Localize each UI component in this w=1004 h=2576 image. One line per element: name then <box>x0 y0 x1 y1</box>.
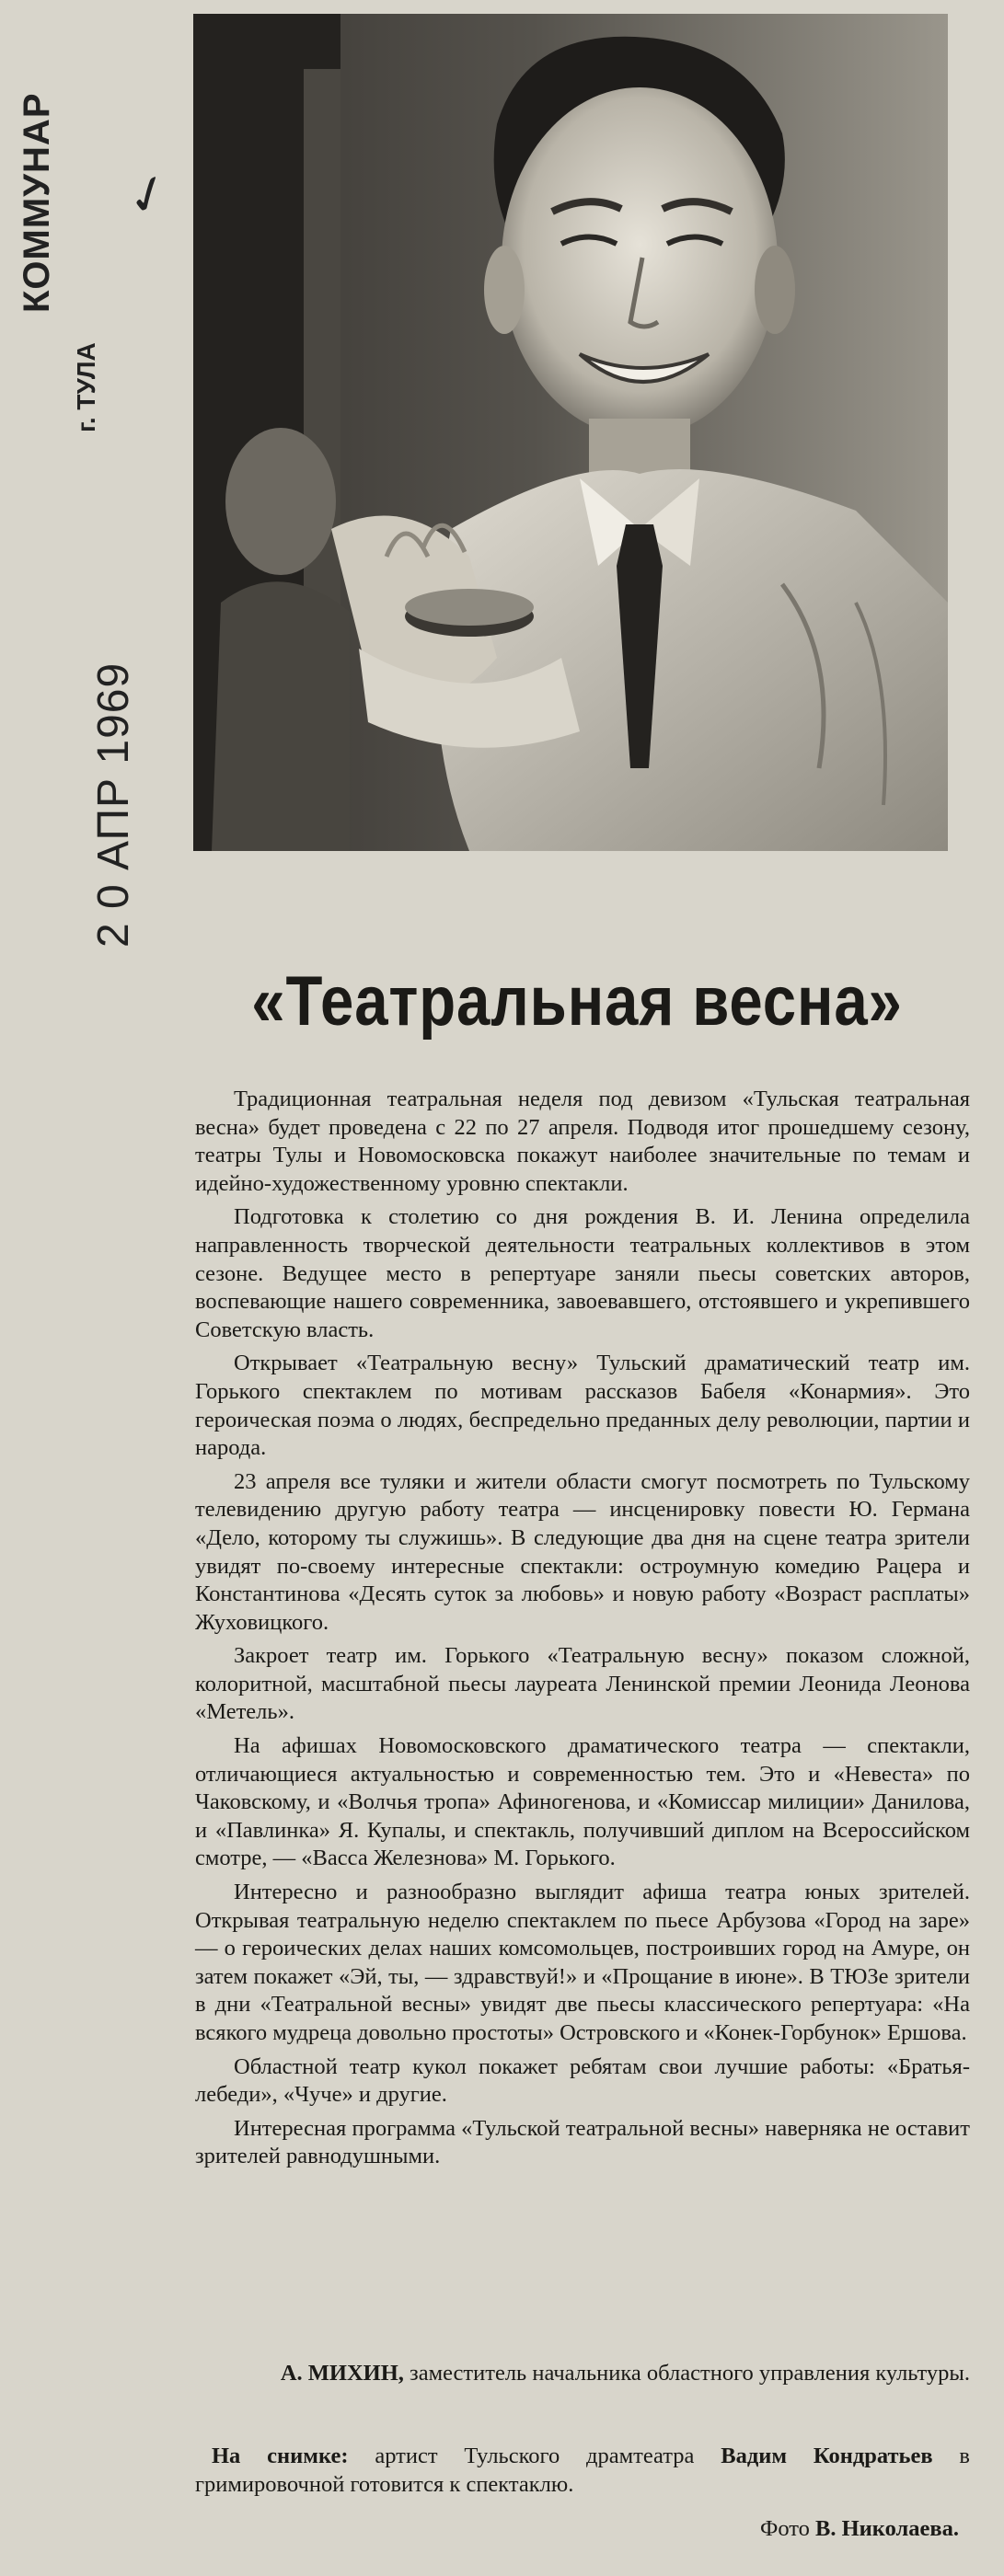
caption-text: артист Тульского драмтеатра <box>375 2444 695 2468</box>
newspaper-name-stamp: КОММУНАР <box>17 92 57 313</box>
article-paragraph: Интересная программа «Тульской театральной весны» наверняка не оставит зрителей равнодушными. <box>195 2115 970 2169</box>
actor-photo-illustration <box>193 14 948 851</box>
photo-credit <box>195 2516 959 2542</box>
date-stamp: 2 0 АПР 1969 <box>89 661 138 948</box>
caption-lead: На снимке: <box>212 2444 349 2468</box>
article-paragraph: 23 апреля все туляки и жители области смогут посмотреть по Тульскому телевидению другую работу театра — инсценировку повести Ю. Германа «Дело, которому ты служишь». В следующие два дня на сцене театра зрители увидят по-своему интересные спектакли: остроумную комедию Рацера и Константинова «Десять суток за любовь» и новую работу «Возраст расплаты» Жуховицкого. <box>195 1468 970 1635</box>
article-paragraph: Открывает «Театральную весну» Тульский драматический театр им. Горького спектаклем по мотивам рассказов Бабеля «Конармия». Это героическая поэма о людях, беспредельно преданных делу революции, партии и народа. <box>195 1351 970 1461</box>
article-headline: «Театральная весна» <box>251 962 903 1041</box>
caption-rest: в гримировочной готовится к спектаклю. <box>195 2444 970 2497</box>
article-author <box>195 2360 970 2388</box>
author-name: А. МИХИН, <box>280 2361 404 2386</box>
check-mark-icon: ✓ <box>118 159 179 232</box>
article-paragraph: На афишах Новомосковского драматического театра — спектакли, отличающиеся актуальностью и современностью тем. Это и «Невеста» по Чаковскому, и «Волчья тропа» Афиногенова, и «Комиссар милиции» Данилова, и «Павлинка» Я. Купалы, и спектакль, получивший диплом на Всероссийском смотре, — «Васса Железнова» М. Горького. <box>195 1733 970 1871</box>
article-paragraph: Закроет театр им. Горького «Театральную весну» показом сложной, колоритной, масштабной пьесы лауреата Ленинской премии Леонида Леонова «Метель». <box>195 1643 970 1725</box>
article-body <box>195 1086 970 2177</box>
article-paragraph: Интересно и разнообразно выглядит афиша театра юных зрителей. Открывая театральную неделю спектаклем по пьесе Арбузова «Город на заре» — о героических делах наших комсомольцев, построивших город на Амуре, он затем покажет «Эй, ты, — здравствуй!» и «Прощание в июне». В ТЮЗе зрители в дни «Театральной весны» увидят две пьесы классического репертуара: «На всякого мудреца довольно простоты» Островского и «Конек-Горбунок» Ершова. <box>195 1880 970 2045</box>
credit-photographer: В. Николаева. <box>815 2516 959 2541</box>
author-role: заместитель начальника областного управления культуры. <box>410 2361 970 2386</box>
article-paragraph: Областной театр кукол покажет ребятам свои лучшие работы: «Братья-лебеди», «Чуче» и другие. <box>195 2053 970 2108</box>
caption-actor-name: Вадим Кондратьев <box>721 2444 933 2468</box>
actor-photo <box>193 14 948 851</box>
city-stamp: г. ТУЛА <box>72 342 100 432</box>
article-paragraph: Подготовка к столетию со дня рождения В. И. Ленина определила направленность творческой деятельности театральных коллективов в этом сезоне. Ведущее место в репертуаре заняли пьесы советских авторов, воспевающие нашего современника, завоевавшего, отстоявшего и укрепившего Советскую власть. <box>195 1204 970 1342</box>
photo-caption <box>195 2443 970 2499</box>
credit-prefix: Фото <box>759 2516 810 2541</box>
article-paragraph: Традиционная театральная неделя под девизом «Тульская театральная весна» будет проведена с 22 по 27 апреля. Подводя итог прошедшему сезону, театры Тулы и Новомосковска покажут наиболее значительные по темам и идейно-художественному уровню спектакли. <box>195 1087 970 1196</box>
